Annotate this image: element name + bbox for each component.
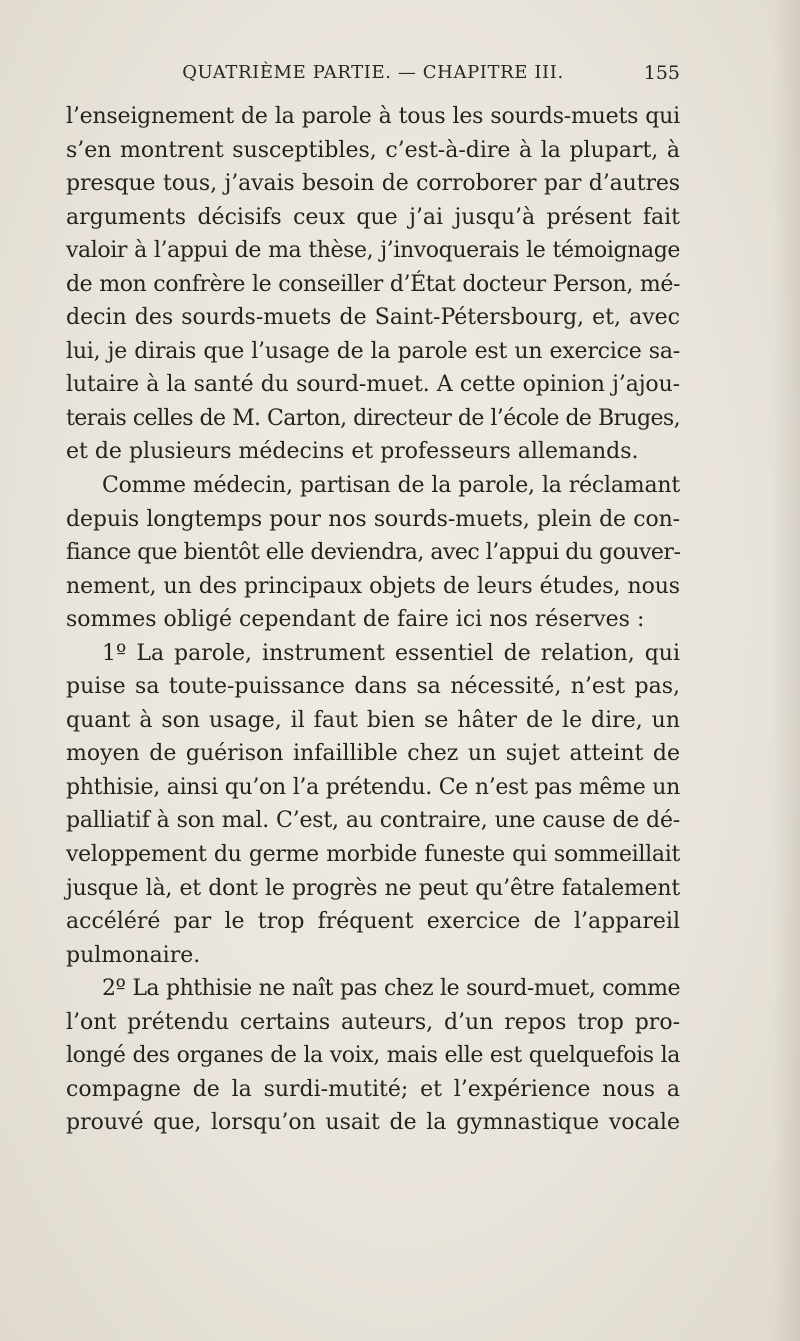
text-line: veloppement du germe morbide funeste qui sommeillait [66, 842, 680, 868]
text-line: prouvé que, lorsqu’on usait de la gymnastique vocale [66, 1110, 680, 1136]
text-line: presque tous, j’avais besoin de corroborer par d’autres [66, 171, 680, 197]
text-line: 1º La parole, instrument essentiel de relation, qui [102, 640, 680, 666]
running-head [66, 62, 680, 92]
page-edge-shadow [772, 0, 800, 1341]
text-line: lui, je dirais que l’usage de la parole est un exercice sa- [66, 338, 680, 364]
text-line: pulmonaire. [66, 942, 201, 968]
text-line: quant à son usage, il faut bien se hâter de le dire, un [66, 707, 680, 733]
text-line: sommes obligé cependant de faire ici nos réserves : [66, 607, 645, 633]
text-line: nement, un des principaux objets de leurs études, nous [66, 573, 680, 599]
text-line: phthisie, ainsi qu’on l’a prétendu. Ce n’est pas même un [66, 774, 680, 800]
text-line: puise sa toute-puissance dans sa nécessité, n’est pas, [66, 674, 680, 700]
text-line: terais celles de M. Carton, directeur de l’école de Bruges, [66, 405, 680, 431]
text-line: de mon confrère le conseiller d’État docteur Person, mé- [66, 271, 680, 297]
page-number: 155 [643, 62, 680, 84]
text-line: decin des sourds-muets de Saint-Pétersbourg, et, avec [66, 305, 680, 331]
text-line: s’en montrent susceptibles, c’est-à-dire à la plupart, à [66, 137, 680, 163]
text-line: lutaire à la santé du sourd-muet. A cette opinion j’ajou- [66, 372, 680, 398]
text-line: depuis longtemps pour nos sourds-muets, plein de con- [66, 506, 680, 532]
text-line: arguments décisifs ceux que j’ai jusqu’à présent fait [66, 204, 680, 230]
text-line: fiance que bientôt elle deviendra, avec l’appui du gouver- [66, 540, 681, 566]
running-title: QUATRIÈME PARTIE. — CHAPITRE III. [182, 62, 564, 83]
text-line: et de plusieurs médecins et professeurs allemands. [66, 439, 639, 465]
text-line: Comme médecin, partisan de la parole, la réclamant [102, 473, 680, 499]
text-line: l’ont prétendu certains auteurs, d’un repos trop pro- [66, 1009, 680, 1035]
body-text [66, 100, 680, 1140]
text-line: jusque là, et dont le progrès ne peut qu’être fatalement [66, 875, 680, 901]
text-line: moyen de guérison infaillible chez un sujet atteint de [66, 741, 680, 767]
text-line: l’enseignement de la parole à tous les sourds-muets qui [66, 104, 680, 129]
text-line: palliatif à son mal. C’est, au contraire, une cause de dé- [66, 808, 680, 834]
text-line: 2º La phthisie ne naît pas chez le sourd-muet, comme [102, 976, 680, 1002]
text-line: longé des organes de la voix, mais elle est quelquefois la [66, 1043, 680, 1069]
text-line: accéléré par le trop fréquent exercice de l’appareil [66, 909, 680, 935]
text-line: valoir à l’appui de ma thèse, j’invoquerais le témoignage [66, 238, 680, 264]
text-line: compagne de la surdi-mutité; et l’expérience nous a [66, 1076, 680, 1102]
